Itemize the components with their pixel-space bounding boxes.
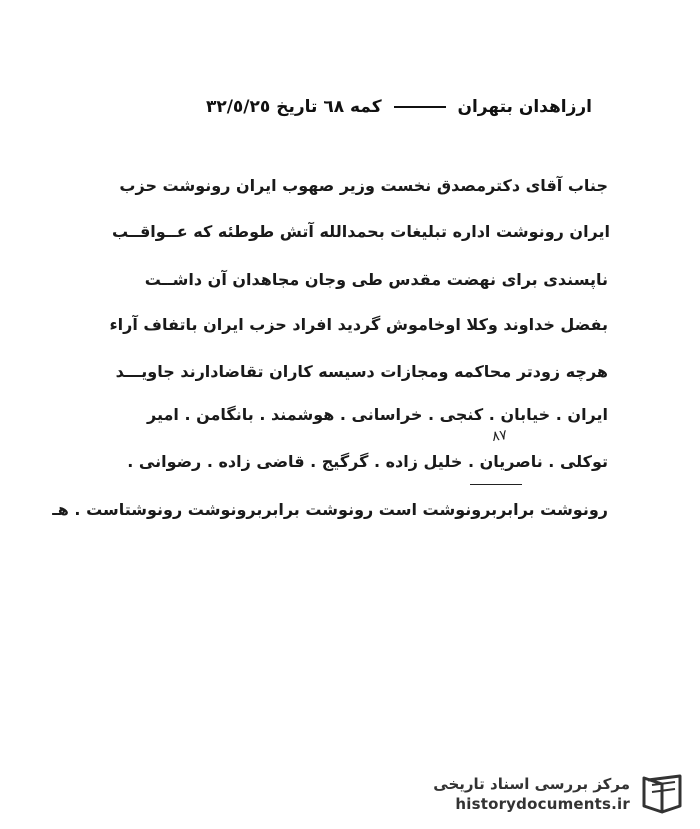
watermark-url: historydocuments.ir	[455, 795, 630, 813]
body-line-1: جناب آقای دکترمصدق نخست وزیر صهوب ایران رونوشت حزب	[119, 176, 608, 195]
body-line-7: توکلی . ناصریان . خلیل زاده . گرگیج . قاضی زاده . رضوانی .	[127, 452, 608, 471]
body-line-3: ناپسندی برای نهضت مقدس طی وجان مجاهدان آن داشــت	[144, 270, 608, 289]
header-route: ارزاهدان بتهران	[457, 97, 592, 117]
margin-note: ٨٧	[490, 427, 509, 445]
watermark	[433, 768, 686, 820]
watermark-title: مرکز بررسی اسناد تاریخی	[433, 775, 630, 793]
body-line-8: رونوشت برابربرونوشت است رونوشت برابربرونوشت رونوشتاست . هـ	[52, 500, 608, 519]
handwritten-underline	[470, 484, 522, 485]
body-line-5: هرچه زودتر محاکمه ومجازات دسیسه کاران تقاضادارند جاویـــد	[115, 362, 608, 381]
header-dash	[394, 106, 446, 108]
watermark-text	[433, 774, 630, 814]
body-line-4: بفضل خداوند وکلا اوخاموش گردید افراد حزب ایران باتفاف آراء	[109, 315, 608, 334]
telegram-header	[206, 96, 592, 118]
body-line-6: ایران . خیابان . کنجی . خراسانی . هوشمند . بانگامن . امیر	[147, 405, 608, 424]
header-number-date: کمه ٦٨ تاریخ ٣٢/٥/٢٥	[205, 97, 382, 117]
book-icon	[638, 770, 686, 818]
body-line-2: ایران رونوشت اداره تبلیغات بحمدالله آتش طوطئه که عــواقــب	[111, 222, 610, 241]
